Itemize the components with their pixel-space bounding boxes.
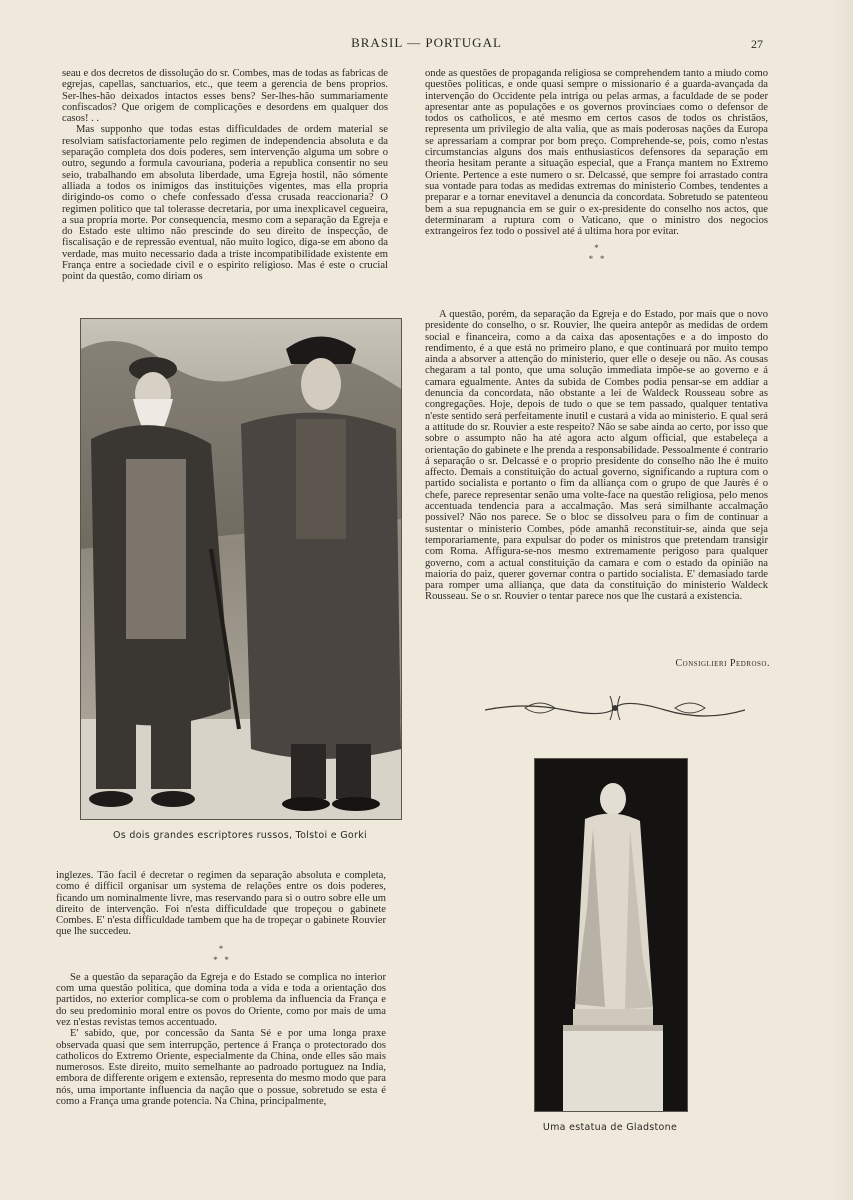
paragraph: onde as questões de propaganda religiosa se comprehendem tanto a miudo como questões politicas, e onde quasi sempre o missionario é a guarda-avançada da intervenção do Occidente pela intriga ou pelas armas, a faculdade de se poder apresentar ante as populações e os governos provinciaes como o defensor de todos os catholicos, e até mesmo em certos casos de todos os christãos, representa um privilegio de alta valia, que as mais poderosas nações da Europa se apressariam a comprar por bom preço. Comprehende-se, pois, como n'estas circumstancias alguns dos mais enthusiasticos defensores da separação em theoria hesitam perante a situação especial, que a França mantem no Extremo Oriente. Pertence a este numero o sr. Delcassé, que sempre foi arrastado contra sua vontade para todas as medidas extremas do ministerio Combes, tendentes a preparar e a tornar enevitavel a denuncia da concordata. Sobretudo se patenteou bem a sua repugnancia em se guir o ex-presidente do conselho nos actos, que determinaram a ruptura com o Vaticano, que o ministro dos negocios extrangeiros fez todo o possivel até á ultima hora por evitar. <box>425 68 768 238</box>
paragraph: E' sabido, que, por concessão da Santa Sé e por uma longa praxe observada quasi que sem interrupção, pertence á França o protectorado dos catholicos do Extremo Oriente, especialmente da China, onde elles são mais numerosos. Este direito, muito semelhante ao padroado portuguez na India, embora de differente origem e extensão, representa do mesmo modo que para nós, uma importante influencia da nação que o possue, sobretudo se esta é como a França uma grande potencia. Na China, principalmente, <box>56 1028 386 1108</box>
paragraph: Mas supponho que todas estas difficuldades de ordem material se resolviam satisfactoriamente pelo regimen de independencia absoluta e da separação completa dos dois poderes, sem intervenção alguma um sobre o outro, segundo a formula cavouriana, poderia a republica consentir no seu seio, trabalhando em absoluta liberdade, uma Egreja hostil, não sómente alliada a todos os inimigos das instituições vigentes, mas ella propria dirigindo-os como o chefe confessado d'essa crusada reaccionaria? O regimen politico que tal tolerasse decretaria, por uma inexplicavel cegueira, a sua propria morte. Por consequencia, mesmo com a separação da Egreja e do Estado este ultimo não prescinde do seu direito de inspecção, de fiscalisação e de repressão eventual, não muito logico, diga-se em abono da verdade, mas muito necessario dada a triste incompatibilidade existente em França entre a sociedade civil e o espirito religioso. Mas é este o crucial point da questão, como diriam os <box>62 124 388 283</box>
left-column-top <box>62 68 388 283</box>
right-column-middle <box>425 309 768 603</box>
right-column-top <box>425 68 768 271</box>
photo-tolstoi-gorki-image <box>81 319 401 819</box>
section-separator: * * * <box>588 243 605 265</box>
left-column-bottom <box>56 870 386 1107</box>
page-header <box>0 35 853 55</box>
paragraph: Se a questão da separação da Egreja e do Estado se complica no interior com uma questão politica, que domina toda a vida e toda a orientação dos partidos, no exterior complica-se com o problema da influencia da França e do seu predominio moral entre os povos do Oriente, como por mais de uma vez n'estas revistas temos accentuado. <box>56 971 386 1028</box>
paragraph: inglezes. Tão facil é decretar o regimen da separação absoluta e completa, como é difficil organisar um systema de relações entre os dois poderes, ficando um nominalmente livre, mas reservando para si o outro sobre elle um direito de intervenção. Foi n'esta difficuldade que tropeçou o gabinete Combes. E' n'esta difficuldade tambem que ha de tropeçar o gabinete Rouvier que lhe succedeu. <box>56 870 386 938</box>
page-number: 27 <box>751 37 763 51</box>
photo-gladstone-statue <box>534 758 688 1112</box>
photo-gladstone-statue-image <box>535 759 687 1111</box>
paragraph: A questão, porém, da separação da Egreja e do Estado, por mais que o novo presidente do conselho, o sr. Rouvier, lhe queira antepôr as medidas de ordem social e financeira, como a da caixa das aposentações e a do imposto do rendimento, é a que está no primeiro plano, e que continuará por muito tempo ainda a absorver a attenção do ministerio, quer elle o deseje ou não. As cousas chegaram a tal ponto, que uma solução immediata impõe-se ao governo e á camara egualmente. Antes da subida de Combes podia pensar-se em addiar a denuncia da concordata, não obstante a lei de Waldeck Rousseau sobre as congregações. Hoje, depois de tudo o que se tem passado, qualquer tentativa n'este sentido será perfeitamente inutil e custará a vida ao ministerio. E qual será a attitude do sr. Rouvier a este respeito? Não se sabe ainda ao certo, por isso que sobre o assumpto não ha até agora acto algum official, que estabeleça a orientação do gabinete e lhe prenda a responsabilidade. Pessoalmente é contrario á separação o sr. Delcassé e o proprio presidente do conselho não lhe é muito affecto. Demais a constituição do actual governo, significando a ruptura com o partido socialista e portanto o fim da alliança com o grupo de que Jaurès é o chefe, parece representar senão uma volte-face na questão religiosa, pelo menos accentuada tendencia para a accalmação. Mas será similhante accalmação possivel? Não nos parece. Se o bloc se dissolveu para o fim de continuar a sustentar o ministerio Combes, póde amanhã reconstituir-se, ainda que seja temporariamente, para expulsar do poder os ministros que pretendam transigir com Roma. Affigura-se-nos mesmo extremamente perigoso para qualquer governo, com a actual constituição da camara e com o estado da opinião na maioria do paiz, querer governar contra o partido socialista. E' demasiado tarde para romper uma alliança, que data da constituição do ministerio Waldeck Rousseau. Se o sr. Rouvier o tentar parece nos que lhe custará a existencia. <box>425 309 768 603</box>
decorative-ornament <box>485 690 745 730</box>
periodical-title: BRASIL — PORTUGAL <box>351 35 502 50</box>
paragraph: seau e dos decretos de dissolução do sr. Combes, mas de todas as fabricas de egrejas, capellas, sanctuarios, etc., que teem a gerencia de bens proprios. Ser-lhes-hão deixados intactos esses bens? Ser-lhes-hão summariamente confiscados? Que origem de complicações e desordens em qualquer dos casos! . . <box>62 68 388 125</box>
photo-tolstoi-gorki <box>80 318 402 820</box>
author-signature: Consiglieri Pedroso. <box>675 658 770 669</box>
page-edge-shadow <box>833 0 853 1200</box>
photo-caption-gladstone: Uma estatua de Gladstone <box>542 1122 678 1133</box>
section-separator: * * * <box>213 943 229 965</box>
photo-caption-tolstoi-gorki: Os dois grandes escriptores russos, Tolstoi e Gorki <box>113 830 367 841</box>
